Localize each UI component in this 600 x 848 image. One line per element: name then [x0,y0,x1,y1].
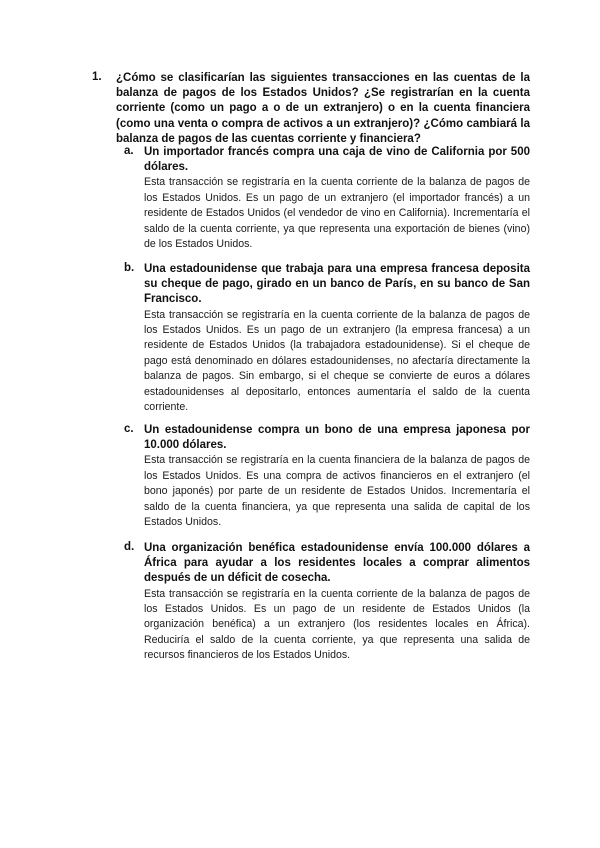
list-item-b [124,262,530,415]
item-letter: b. [124,262,135,274]
item-letter: d. [124,541,135,553]
question-text: ¿Cómo se clasificarían las siguientes transacciones en las cuentas de la balanza de pagos de los Estados Unidos? ¿Se registrarían en la cuenta corriente (como un pago a o de un extranjero) o en la cuenta financiera (como una venta o compra de activos a un extranjero)? ¿Cómo cambiará la balanza de pagos de las cuentas corriente y financiera? [116,72,530,145]
item-answer: Esta transacción se registraría en la cuenta corriente de la balanza de pagos de los Estados Unidos. Es un pago de un residente de Estados Unidos (la organización benéfica) a un extranjero (los residentes locales en África). Reduciría el saldo de la cuenta corriente, ya que representa una salida de recursos financieros de los Estados Unidos. [144,587,530,662]
item-title: Un estadounidense compra un bono de una empresa japonesa por 10.000 dólares. [144,424,530,452]
item-title: Un importador francés compra una caja de vino de California por 500 dólares. [144,146,530,174]
item-title: Una organización benéfica estadounidense envía 100.000 dólares a África para ayudar a los residentes locales a comprar alimentos después de un déficit de cosecha. [144,542,530,585]
list-item-a [124,145,530,252]
list-item-d [124,541,530,664]
item-letter: c. [124,423,134,435]
question-number: 1. [92,71,102,83]
item-letter: a. [124,145,134,157]
item-answer: Esta transacción se registraría en la cuenta corriente de la balanza de pagos de los Estados Unidos. Es un pago de un extranjero (el importador francés) a un residente de Estados Unidos (el vendedor de vino en California). Incrementaría el saldo de la cuenta corriente, ya que representa una exportación de bienes (vino) de los Estados Unidos. [144,176,530,251]
list-item-c [124,423,530,530]
item-answer: Esta transacción se registraría en la cuenta financiera de la balanza de pagos de los Estados Unidos. Es una compra de activos financieros en el extranjero (el bono japonés) por parte de un residente de Estados Unidos. Incrementaría el saldo de la cuenta financiera, ya que representa una salida de capital de los Estados Unidos. [144,454,530,529]
item-answer: Esta transacción se registraría en la cuenta corriente de la balanza de pagos de los Estados Unidos. Es un pago de un extranjero (la empresa francesa) a un residente de Estados Unidos (la trabajadora estadounidense). Si el cheque de pago está denominado en dólares estadounidenses, no afectaría directamente la balanza de pagos. Sin embargo, si el cheque se convierte de euros a dólares estadounidenses al depositarlo, entonces aumentaría el saldo de la cuenta corriente. [144,308,530,414]
item-title: Una estadounidense que trabaja para una empresa francesa deposita su cheque de pago, girado en un banco de París, en su banco de San Francisco. [144,263,530,306]
